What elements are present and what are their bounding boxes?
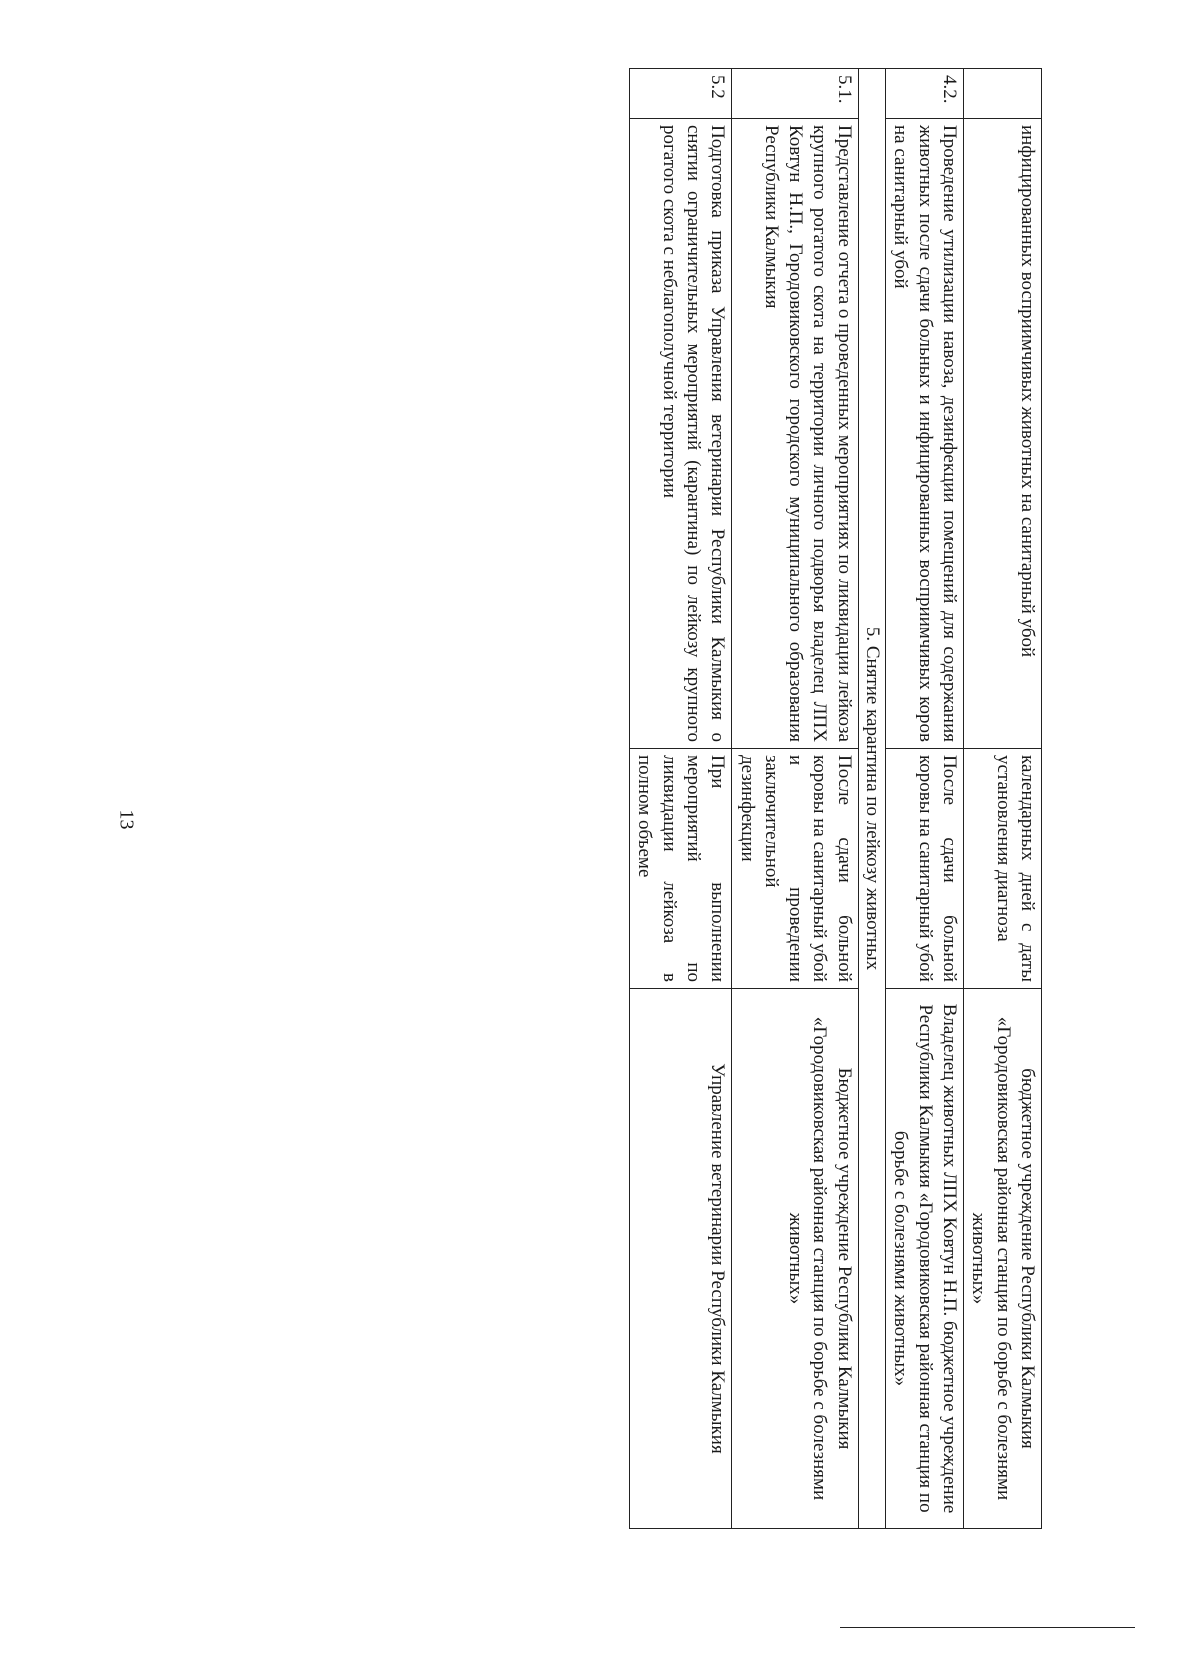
row-responsible: Управление ветеринарии Республики Калмыкия: [630, 989, 732, 1529]
row-action: Подготовка приказа Управления ветеринарии Республики Калмыкия о снятии ограничительных мероприятий (карантина) по лейкозу крупного рогатого скота с неблагополучной территории: [630, 119, 732, 749]
row-number: 5.2: [630, 69, 732, 119]
row-number: 4.2.: [886, 69, 964, 119]
row-responsible: бюджетное учреждение Республики Калмыкия «Городовиковская районная станция по борьбе с болезнями животных»: [964, 989, 1042, 1529]
row-responsible: Владелец животных ЛПХ Ковтун Н.П. бюджетное учреждение Республики Калмыкия «Городовиковская районная станция по борьбе с болезнями животных»: [886, 989, 964, 1529]
table-row: [732, 69, 859, 1529]
row-number: 5.1.: [732, 69, 859, 119]
section-header-row: [858, 69, 885, 1529]
page-number: 13: [115, 809, 138, 830]
row-term: После сдачи больной коровы на санитарный убой: [886, 749, 964, 989]
measures-table: [629, 68, 1042, 1529]
row-action: Проведение утилизации навоза, дезинфекции помещений для содержания животных после сдачи больных и инфицированных восприимчивых коров на санитарный убой: [886, 119, 964, 749]
row-responsible: Бюджетное учреждение Республики Калмыкия «Городовиковская районная станция по борьбе с болезнями животных»: [732, 989, 859, 1529]
signature-line: [840, 1627, 1135, 1628]
row-term: календарных дней с даты установления диагноза: [964, 749, 1042, 989]
section-title: 5. Снятие карантина по лейкозу животных: [858, 69, 885, 1529]
table-row: [886, 69, 964, 1529]
rotated-table-area: [382, 68, 1042, 1528]
row-number: [964, 69, 1042, 119]
row-action: инфицированных восприимчивых животных на санитарный убой: [964, 119, 1042, 749]
row-term: После сдачи больной коровы на санитарный убой и проведении заключительной дезинфекции: [732, 749, 859, 989]
row-action: Представление отчета о проведенных мероприятиях по ликвидации лейкоза крупного рогатого скота на территории личного подворья владелец ЛПХ Ковтун Н.П., Городовиковского городского муниципального образования Республики Калмыкия: [732, 119, 859, 749]
table-row: [630, 69, 732, 1529]
row-term: При выполнении мероприятий по ликвидации лейкоза в полном объеме: [630, 749, 732, 989]
table-row: [964, 69, 1042, 1529]
